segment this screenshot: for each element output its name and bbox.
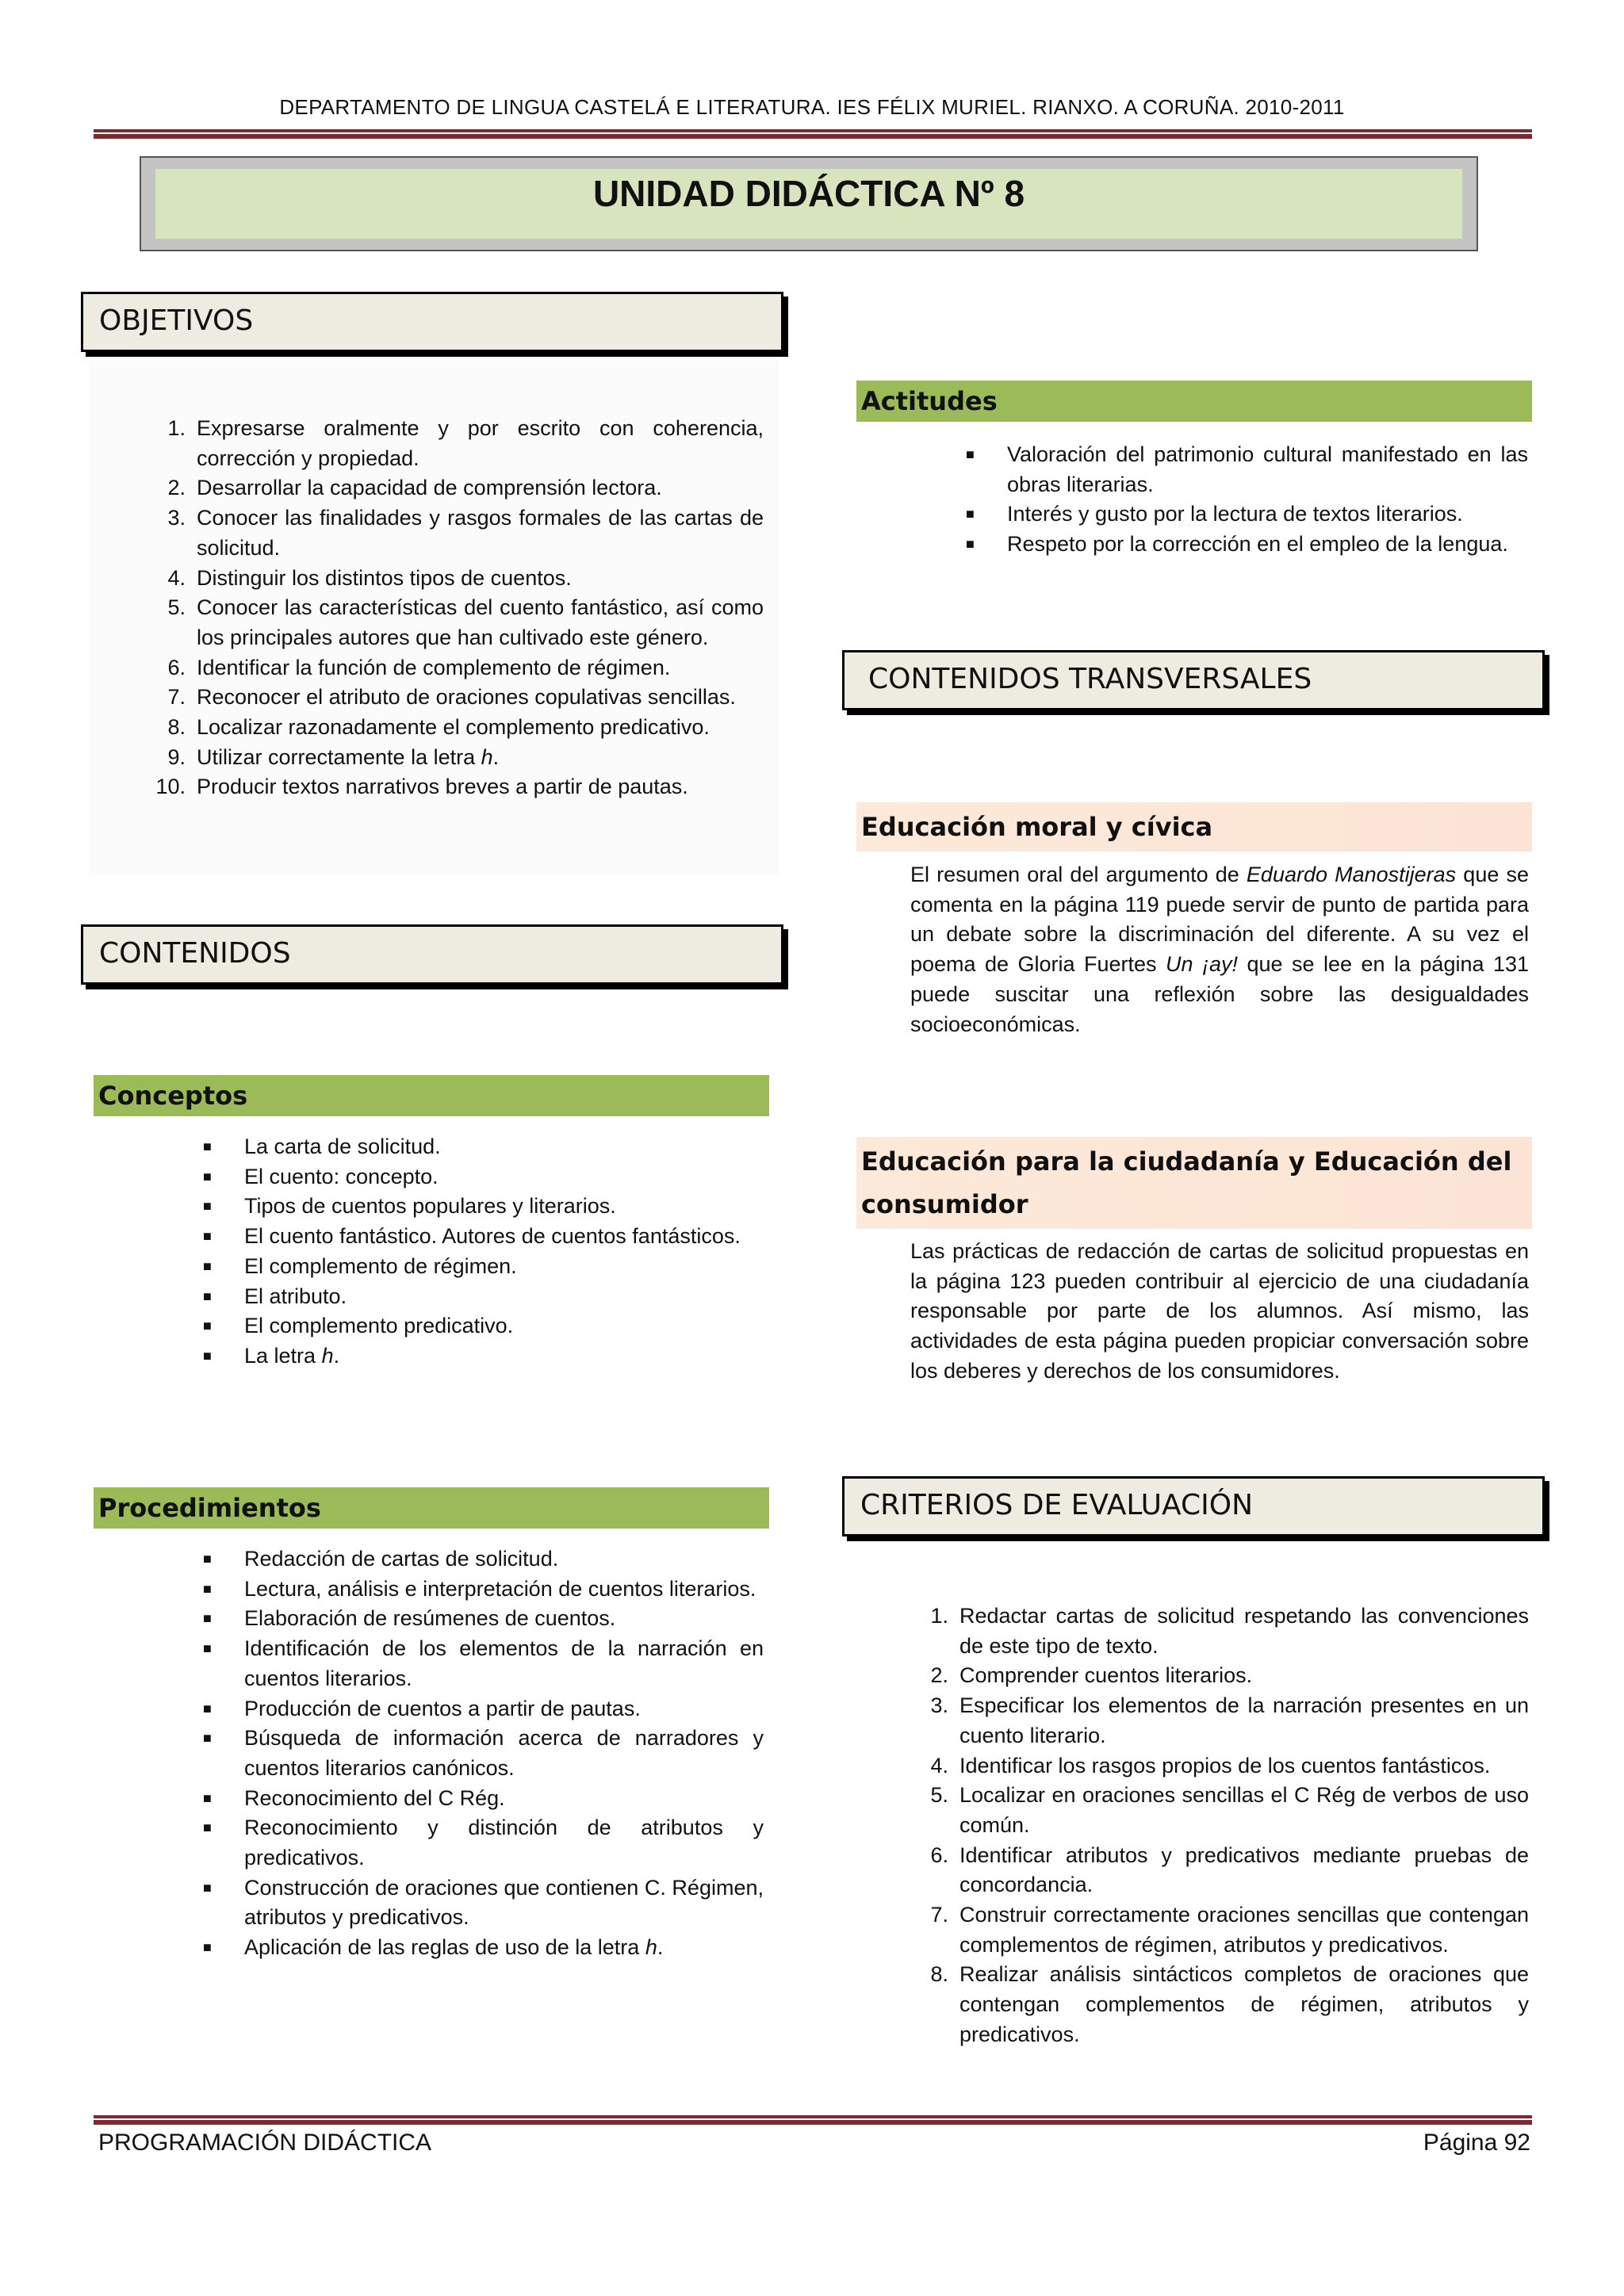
item-text: Tipos de cuentos populares y literarios.: [244, 1194, 616, 1219]
item-number: 9.: [167, 744, 186, 769]
criterio-item: [930, 1781, 1529, 1840]
item-text: El atributo.: [244, 1284, 347, 1308]
item-text: Redacción de cartas de solicitud.: [244, 1547, 559, 1571]
actitud-item: [966, 440, 1528, 499]
footer-rule: [94, 2115, 1532, 2125]
objetivo-item: [167, 564, 764, 594]
criterio-item: [930, 1960, 1529, 2049]
item-text: Aplicación de las reglas de uso de la letra h.: [244, 1935, 664, 1960]
bullet-square-icon: ■: [203, 1730, 212, 1747]
item-number: 6.: [930, 1843, 948, 1867]
conceptos-heading: Conceptos: [94, 1075, 769, 1116]
criterios-list: [930, 1601, 1529, 2050]
item-text: Producción de cuentos a partir de pautas.: [244, 1696, 641, 1720]
procedimiento-item: [203, 1544, 764, 1575]
item-number: 8.: [930, 1962, 948, 1987]
actitud-item: [966, 499, 1528, 530]
item-text: Reconocimiento del C Rég.: [244, 1785, 505, 1810]
item-text: El cuento fantástico. Autores de cuentos fantásticos.: [244, 1224, 741, 1249]
item-number: 2.: [930, 1663, 948, 1688]
item-text: Utilizar correctamente la letra h.: [197, 744, 500, 769]
item-text: Identificar los rasgos propios de los cuentos fantásticos.: [959, 1753, 1491, 1777]
criterio-item: [930, 1691, 1529, 1751]
procedimiento-item: [203, 1873, 764, 1933]
actitud-item: [966, 530, 1528, 560]
item-text: Identificación de los elementos de la narración en cuentos literarios.: [244, 1636, 764, 1690]
item-text: Conocer las características del cuento fantástico, así como los principales autores que han cultivado este género.: [197, 595, 764, 649]
item-text: Reconocimiento y distinción de atributos y predicativos.: [244, 1816, 764, 1870]
objetivo-item: [167, 683, 764, 713]
objetivo-item: [167, 653, 764, 683]
bullet-square-icon: ■: [203, 1347, 212, 1364]
objetivo-item: [167, 593, 764, 652]
item-text: Valoración del patrimonio cultural manifestado en las obras literarias.: [1007, 442, 1528, 496]
item-number: 2.: [167, 476, 186, 500]
item-text: Producir textos narrativos breves a partir de pautas.: [197, 775, 688, 799]
item-text: Distinguir los distintos tipos de cuentos.: [197, 565, 572, 590]
contenidos-heading: CONTENIDOS: [81, 924, 783, 985]
ciudadania-paragraph: Las prácticas de redacción de cartas de solicitud propuestas en la página 123 pueden contribuir al ejercicio de una ciudadanía responsable por parte de los alumnos. Así mismo, las actividades de esta página pueden propiciar conversación sobre los deberes y derechos de los consumidores.: [910, 1239, 1529, 1383]
item-text: Localizar en oraciones sencillas el C Rég de verbos de uso común.: [959, 1783, 1529, 1837]
item-number: 3.: [167, 506, 186, 530]
item-text: Realizar análisis sintácticos completos de oraciones que contengan complementos de régimen, atributos y predicativos.: [959, 1962, 1529, 2046]
item-text: Desarrollar la capacidad de comprensión lectora.: [197, 476, 662, 500]
bullet-square-icon: ■: [203, 1168, 212, 1184]
item-text: Elaboración de resúmenes de cuentos.: [244, 1606, 616, 1631]
objetivos-list: [155, 414, 764, 802]
bullet-square-icon: ■: [203, 1610, 212, 1627]
bullet-square-icon: ■: [203, 1318, 212, 1334]
procedimiento-item: [203, 1933, 764, 1963]
item-text: Identificar atributos y predicativos mediante pruebas de concordancia.: [959, 1843, 1529, 1897]
concepto-item: [203, 1341, 764, 1372]
concepto-item: [203, 1311, 764, 1341]
procedimientos-list: [203, 1544, 764, 1963]
bullet-square-icon: ■: [203, 1288, 212, 1304]
bullet-square-icon: ■: [203, 1939, 212, 1956]
bullet-square-icon: ■: [203, 1879, 212, 1896]
item-text: Construir correctamente oraciones sencillas que contengan complementos de régimen, atributos y predicativos.: [959, 1903, 1529, 1957]
objetivo-item: [167, 503, 764, 563]
transversales-heading: CONTENIDOS TRANSVERSALES: [842, 650, 1545, 710]
concepto-item: [203, 1222, 764, 1252]
item-text: Identificar la función de complemento de régimen.: [197, 655, 671, 679]
item-number: 8.: [167, 715, 186, 740]
bullet-square-icon: ■: [203, 1789, 212, 1806]
bullet-square-icon: ■: [203, 1551, 212, 1567]
unit-title: UNIDAD DIDÁCTICA Nº 8: [155, 169, 1462, 239]
unit-title-box: [140, 156, 1478, 251]
item-text: Especificar los elementos de la narración presentes en un cuento literario.: [959, 1693, 1529, 1747]
bullet-square-icon: ■: [203, 1138, 212, 1154]
procedimiento-item: [203, 1694, 764, 1724]
item-text: Comprender cuentos literarios.: [959, 1663, 1253, 1688]
objetivo-item: [167, 473, 764, 503]
bullet-square-icon: ■: [203, 1580, 212, 1597]
procedimiento-item: [203, 1784, 764, 1814]
film-title: Eduardo Manostijeras: [1246, 863, 1457, 886]
bullet-square-icon: ■: [203, 1257, 212, 1274]
bullet-square-icon: ■: [966, 446, 975, 462]
actitudes-heading: Actitudes: [856, 381, 1532, 422]
criterios-heading: CRITERIOS DE EVALUACIÓN: [842, 1476, 1545, 1536]
concepto-item: [203, 1162, 764, 1192]
objetivos-heading: OBJETIVOS: [81, 292, 783, 352]
objetivo-item: [167, 743, 764, 773]
item-text: Interés y gusto por la lectura de textos literarios.: [1007, 502, 1463, 526]
concepto-item: [203, 1132, 764, 1162]
criterio-item: [930, 1900, 1529, 1960]
item-number: 6.: [167, 655, 186, 679]
footer-left: PROGRAMACIÓN DIDÁCTICA: [98, 2130, 432, 2156]
procedimiento-item: [203, 1575, 764, 1605]
item-text: El complemento predicativo.: [244, 1314, 514, 1338]
objetivo-item: [155, 772, 764, 802]
conceptos-list: [203, 1132, 764, 1372]
item-text: El cuento: concepto.: [244, 1164, 439, 1188]
page-number: Página 92: [1423, 2130, 1530, 2156]
item-text: Construcción de oraciones que contienen C. Régimen, atributos y predicativos.: [244, 1875, 764, 1930]
actitudes-list: [966, 440, 1528, 560]
item-number: 1.: [167, 416, 186, 440]
item-text: Reconocer el atributo de oraciones copulativas sencillas.: [197, 685, 736, 710]
item-text: Localizar razonadamente el complemento predicativo.: [197, 715, 710, 740]
item-text: Lectura, análisis e interpretación de cuentos literarios.: [244, 1576, 756, 1601]
item-number: 4.: [167, 565, 186, 590]
procedimiento-item: [203, 1813, 764, 1873]
concepto-item: [203, 1192, 764, 1222]
criterio-item: [930, 1661, 1529, 1691]
item-text: Respeto por la corrección en el empleo de la lengua.: [1007, 532, 1508, 557]
item-text: El complemento de régimen.: [244, 1253, 517, 1278]
criterio-item: [930, 1601, 1529, 1661]
moral-heading: Educación moral y cívica: [856, 802, 1532, 851]
bullet-square-icon: ■: [203, 1228, 212, 1245]
item-number: 1.: [930, 1604, 948, 1628]
criterio-item: [930, 1751, 1529, 1781]
procedimiento-item: [203, 1634, 764, 1693]
item-number: 3.: [930, 1693, 948, 1718]
procedimiento-item: [203, 1724, 764, 1783]
poem-title: Un ¡ay!: [1166, 952, 1238, 977]
concepto-item: [203, 1252, 764, 1282]
objetivo-item: [167, 414, 764, 473]
item-text: La letra h.: [244, 1343, 340, 1368]
item-number: 7.: [930, 1903, 948, 1927]
bullet-square-icon: ■: [203, 1640, 212, 1657]
procedimientos-heading: Procedimientos: [94, 1487, 769, 1529]
item-text: Redactar cartas de solicitud respetando las convenciones de este tipo de texto.: [959, 1604, 1529, 1658]
procedimiento-item: [203, 1604, 764, 1634]
item-number: 4.: [930, 1753, 948, 1777]
bullet-square-icon: ■: [203, 1198, 212, 1215]
concepto-item: [203, 1282, 764, 1312]
item-text: Búsqueda de información acerca de narradores y cuentos literarios canónicos.: [244, 1726, 764, 1780]
criterio-item: [930, 1841, 1529, 1900]
item-number: 7.: [167, 685, 186, 710]
moral-paragraph: El resumen oral del argumento de Eduardo Manostijeras que se comenta en la página 119 puede servir de punto de partida para un debate sobre la discriminación del diferente. A su vez el poema de Gloria Fuertes Un ¡ay! que se lee en la página 131 puede suscitar una reflexión sobre las desigualdades socioeconómicas.: [910, 863, 1530, 1036]
item-number: 10.: [155, 775, 186, 799]
item-number: 5.: [930, 1783, 948, 1808]
bullet-square-icon: ■: [966, 536, 975, 553]
ciudadania-heading: Educación para la ciudadanía y Educación del consumidor: [856, 1137, 1532, 1229]
item-text: Conocer las finalidades y rasgos formales de las cartas de solicitud.: [197, 506, 764, 560]
objetivo-item: [167, 713, 764, 743]
bullet-square-icon: ■: [203, 1820, 212, 1836]
item-text: La carta de solicitud.: [244, 1135, 441, 1158]
header-rule: [94, 129, 1532, 139]
bullet-square-icon: ■: [203, 1700, 212, 1716]
item-text: Expresarse oralmente y por escrito con coherencia, corrección y propiedad.: [197, 416, 764, 470]
page-header: DEPARTAMENTO DE LINGUA CASTELÁ E LITERATURA. IES FÉLIX MURIEL. RIANXO. A CORUÑA. 2010-2011: [279, 95, 1345, 119]
item-number: 5.: [167, 595, 186, 620]
bullet-square-icon: ■: [966, 506, 975, 522]
